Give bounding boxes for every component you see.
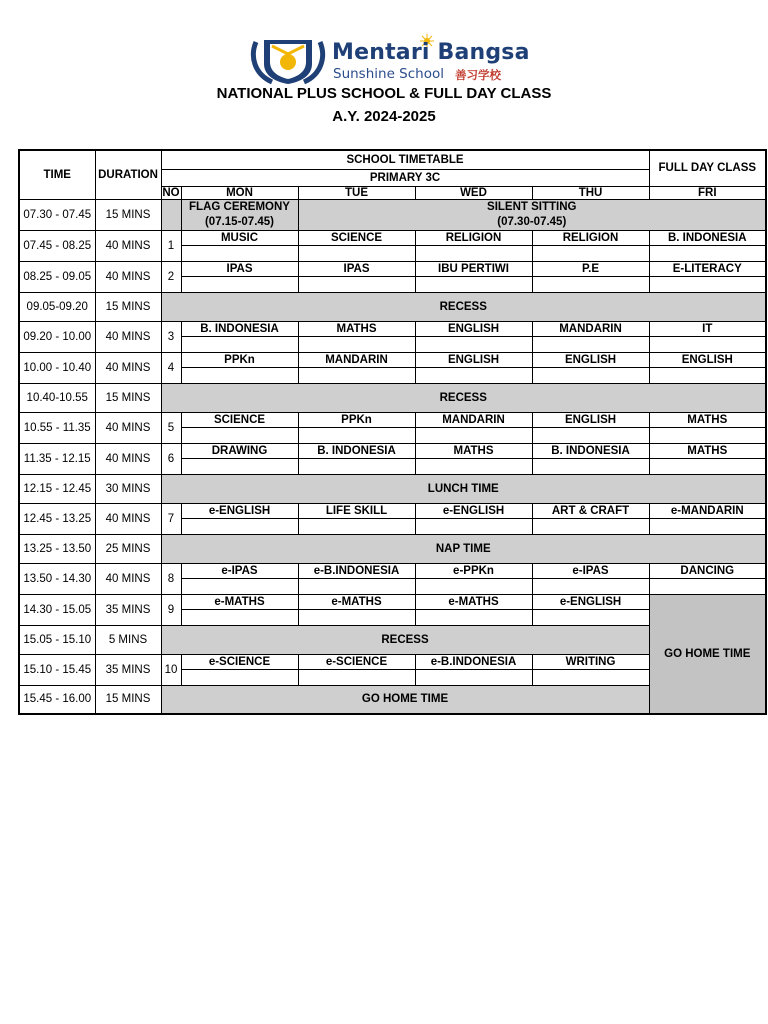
subject-cell: P.E [532, 261, 649, 276]
time-cell: 09.20 - 10.00 [19, 321, 95, 352]
day-mon: MON [181, 186, 298, 199]
subject-cell: e-SCIENCE [181, 654, 298, 669]
subject-cell: e-ENGLISH [181, 503, 298, 518]
period-number: 6 [161, 443, 181, 474]
break-row [19, 534, 766, 563]
duration-cell: 40 MINS [95, 321, 161, 352]
time-cell: 13.25 - 13.50 [19, 534, 95, 563]
subject-cell: ENGLISH [649, 352, 766, 367]
duration-cell: 15 MINS [95, 292, 161, 321]
subject-cell: ENGLISH [415, 352, 532, 367]
period-number: 10 [161, 654, 181, 685]
recess-cell: RECESS [161, 292, 766, 321]
subject-cell: e-MATHS [181, 594, 298, 609]
subject-cell: B. INDONESIA [532, 443, 649, 458]
ceremony-row [19, 199, 766, 230]
time-cell: 14.30 - 15.05 [19, 594, 95, 625]
period-number: 4 [161, 352, 181, 383]
subject-cell: PPKn [181, 352, 298, 367]
subject-cell: MANDARIN [532, 321, 649, 336]
time-cell: 10.40-10.55 [19, 383, 95, 412]
subject-cell: PPKn [298, 412, 415, 427]
period-number: 2 [161, 261, 181, 292]
subject-cell: B. INDONESIA [649, 230, 766, 245]
period-number: 7 [161, 503, 181, 534]
duration-cell: 40 MINS [95, 503, 161, 534]
subject-cell: B. INDONESIA [298, 443, 415, 458]
duration-cell: 35 MINS [95, 594, 161, 625]
subject-cell: MATHS [298, 321, 415, 336]
time-cell: 12.15 - 12.45 [19, 474, 95, 503]
time-cell: 10.55 - 11.35 [19, 412, 95, 443]
subject-cell: ENGLISH [415, 321, 532, 336]
period-number: 3 [161, 321, 181, 352]
subject-cell: ENGLISH [532, 412, 649, 427]
period-row [19, 352, 766, 367]
subject-cell: e-IPAS [181, 563, 298, 578]
subject-cell: IPAS [181, 261, 298, 276]
subject-cell: LIFE SKILL [298, 503, 415, 518]
break-row [19, 474, 766, 503]
time-cell: 09.05-09.20 [19, 292, 95, 321]
time-cell: 08.25 - 09.05 [19, 261, 95, 292]
go-home-time-cell: GO HOME TIME [161, 685, 649, 714]
silent-sitting-cell: SILENT SITTING (07.30-07.45) [298, 199, 766, 230]
subject-cell: SCIENCE [181, 412, 298, 427]
duration-cell: 30 MINS [95, 474, 161, 503]
duration-cell: 40 MINS [95, 230, 161, 261]
subject-cell: e-IPAS [532, 563, 649, 578]
subject-cell: e-MANDARIN [649, 503, 766, 518]
school-timetable-header: SCHOOL TIMETABLE [161, 150, 649, 169]
brand-chinese-name: 善习学校 [455, 68, 501, 82]
period-row [19, 443, 766, 458]
duration-cell: 5 MINS [95, 625, 161, 654]
subject-cell: e-MATHS [415, 594, 532, 609]
brand-subtitle: Sunshine School [333, 66, 444, 82]
period-row [19, 503, 766, 518]
subject-cell: ENGLISH [532, 352, 649, 367]
lunch-time-cell: LUNCH TIME [161, 474, 766, 503]
period-row [19, 321, 766, 336]
period-number: 8 [161, 563, 181, 594]
period-row [19, 563, 766, 578]
academic-year: A.Y. 2024-2025 [332, 108, 436, 125]
duration-cell: 15 MINS [95, 685, 161, 714]
subject-cell: DRAWING [181, 443, 298, 458]
day-tue: TUE [298, 186, 415, 199]
period-number: 5 [161, 412, 181, 443]
subject-cell: e-ENGLISH [415, 503, 532, 518]
time-cell: 13.50 - 14.30 [19, 563, 95, 594]
period-row [19, 594, 766, 609]
duration-cell: 40 MINS [95, 352, 161, 383]
subject-cell: MATHS [649, 412, 766, 427]
page-title: NATIONAL PLUS SCHOOL & FULL DAY CLASS [216, 85, 552, 102]
subject-cell: MUSIC [181, 230, 298, 245]
subject-cell: MATHS [415, 443, 532, 458]
time-cell: 11.35 - 12.15 [19, 443, 95, 474]
subject-cell: IT [649, 321, 766, 336]
duration-cell: 40 MINS [95, 563, 161, 594]
duration-header: DURATION [95, 150, 161, 199]
period-number: 1 [161, 230, 181, 261]
time-cell: 15.05 - 15.10 [19, 625, 95, 654]
period-number: 9 [161, 594, 181, 625]
recess-cell: RECESS [161, 625, 649, 654]
duration-cell: 15 MINS [95, 383, 161, 412]
subject-cell: B. INDONESIA [181, 321, 298, 336]
duration-cell: 40 MINS [95, 261, 161, 292]
flag-ceremony-cell: FLAG CEREMONY (07.15-07.45) [181, 199, 298, 230]
subject-cell: e-PPKn [415, 563, 532, 578]
subject-cell: WRITING [532, 654, 649, 669]
subject-cell: RELIGION [415, 230, 532, 245]
day-thu: THU [532, 186, 649, 199]
subject-cell: E-LITERACY [649, 261, 766, 276]
period-row [19, 261, 766, 276]
period-row [19, 412, 766, 427]
subject-cell: e-B.INDONESIA [415, 654, 532, 669]
no-header: NO [162, 186, 180, 199]
subject-cell: MATHS [649, 443, 766, 458]
duration-cell: 15 MINS [95, 199, 161, 230]
subject-cell: MANDARIN [298, 352, 415, 367]
break-row [19, 383, 766, 412]
subject-cell: MANDARIN [415, 412, 532, 427]
subject-cell: e-SCIENCE [298, 654, 415, 669]
subject-cell: e-ENGLISH [532, 594, 649, 609]
subject-cell: SCIENCE [298, 230, 415, 245]
period-row [19, 230, 766, 245]
time-cell: 10.00 - 10.40 [19, 352, 95, 383]
time-header: TIME [19, 150, 95, 199]
duration-cell: 35 MINS [95, 654, 161, 685]
subject-cell: ART & CRAFT [532, 503, 649, 518]
subject-cell: DANCING [649, 563, 766, 578]
timetable [18, 149, 767, 715]
break-row [19, 292, 766, 321]
time-cell: 15.45 - 16.00 [19, 685, 95, 714]
time-cell: 07.45 - 08.25 [19, 230, 95, 261]
laurel-emblem-icon [253, 40, 322, 84]
subject-cell: e-MATHS [298, 594, 415, 609]
duration-cell: 40 MINS [95, 412, 161, 443]
time-cell: 07.30 - 07.45 [19, 199, 95, 230]
time-cell: 15.10 - 15.45 [19, 654, 95, 685]
subject-cell: IBU PERTIWI [415, 261, 532, 276]
subject-cell: IPAS [298, 261, 415, 276]
subject-cell: RELIGION [532, 230, 649, 245]
subject-cell: e-B.INDONESIA [298, 563, 415, 578]
fri-go-home-cell: GO HOME TIME [649, 594, 766, 714]
brand-name: Mentari Bangsa [332, 40, 530, 65]
day-fri: FRI [649, 186, 766, 199]
recess-cell: RECESS [161, 383, 766, 412]
class-name: PRIMARY 3C [161, 169, 649, 186]
time-cell: 12.45 - 13.25 [19, 503, 95, 534]
day-wed: WED [415, 186, 532, 199]
duration-cell: 25 MINS [95, 534, 161, 563]
nap-time-cell: NAP TIME [161, 534, 766, 563]
full-day-class-header: FULL DAY CLASS [649, 150, 766, 186]
duration-cell: 40 MINS [95, 443, 161, 474]
